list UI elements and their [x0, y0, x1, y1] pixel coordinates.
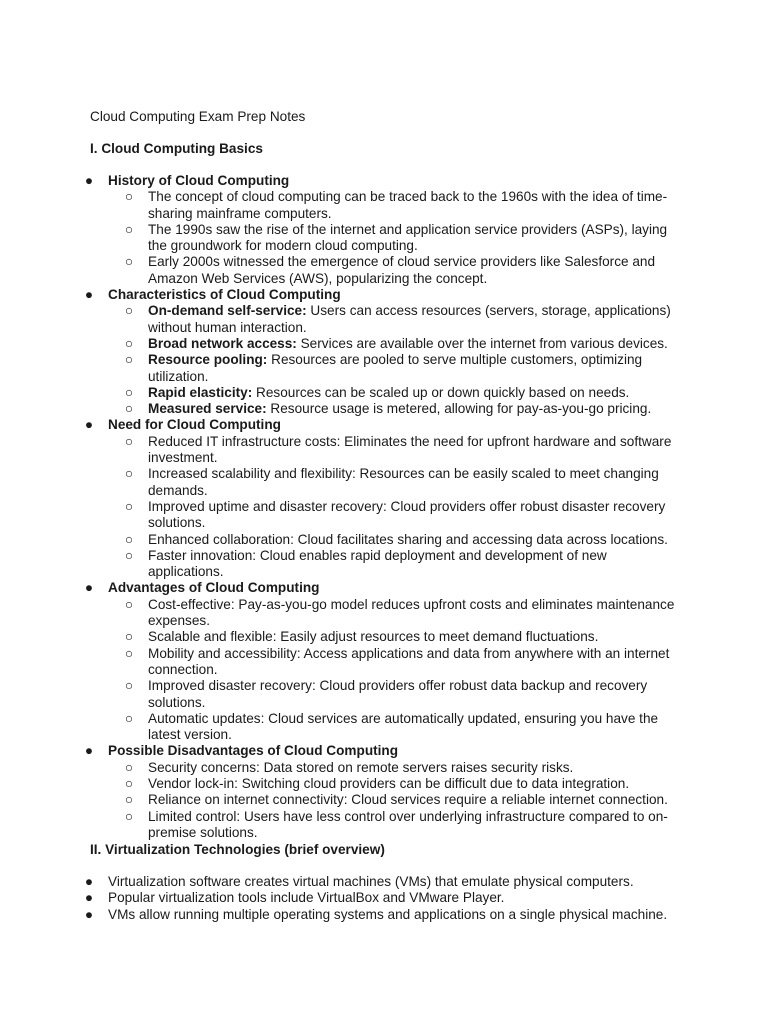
circle-bullet-icon: ○	[124, 629, 134, 645]
item-text: Early 2000s witnessed the emergence of cloud service providers like Salesforce and Amazon Web Services (AWS), popularizing the concept.	[148, 254, 656, 286]
bullet-icon: ●	[84, 287, 94, 303]
circle-bullet-icon: ○	[124, 335, 134, 351]
list-item	[84, 173, 684, 287]
sub-list-item	[124, 809, 684, 842]
circle-bullet-icon: ○	[124, 466, 134, 482]
list-item	[84, 287, 684, 417]
sub-list-item	[124, 303, 684, 336]
item-text: Popular virtualization tools include VirtualBox and VMware Player.	[108, 890, 505, 906]
section-heading-virtualization: II. Virtualization Technologies (brief overview)	[90, 842, 385, 857]
item-text: Automatic updates: Cloud services are automatically updated, ensuring you have the latest version.	[148, 710, 659, 743]
list-item	[84, 743, 684, 841]
sub-list-item	[124, 466, 684, 499]
group-title: History of Cloud Computing	[108, 173, 290, 188]
item-text: Security concerns: Data stored on remote servers raises security risks.	[148, 759, 574, 775]
item-text: Scalable and flexible: Easily adjust resources to meet demand fluctuations.	[148, 629, 599, 645]
item-text: Improved uptime and disaster recovery: Cloud providers offer robust disaster recovery solutions.	[148, 498, 666, 531]
bullet-icon: ●	[84, 417, 94, 433]
item-text: Resources can be scaled up or down quickly based on needs.	[252, 384, 630, 400]
group-title: Possible Disadvantages of Cloud Computing	[108, 743, 399, 759]
group-title: Characteristics of Cloud Computing	[108, 287, 341, 303]
circle-bullet-icon: ○	[124, 759, 134, 775]
circle-bullet-icon: ○	[124, 189, 134, 205]
bullet-icon: ●	[84, 173, 94, 188]
item-term: Rapid elasticity:	[148, 384, 253, 400]
circle-bullet-icon: ○	[124, 547, 134, 563]
item-term: Broad network access:	[148, 335, 297, 351]
item-term: On-demand self-service:	[148, 303, 307, 319]
item-text: Services are available over the internet from various devices.	[296, 335, 668, 351]
sub-list-item	[124, 254, 684, 287]
list-item	[84, 890, 684, 906]
item-text: Users can access resources (servers, storage, applications) without human interaction.	[148, 303, 671, 335]
sub-list-item	[124, 711, 684, 744]
sub-list-item	[124, 532, 684, 548]
sub-list-item	[124, 434, 684, 467]
sub-list-item	[124, 385, 684, 401]
basics-list	[84, 173, 684, 841]
circle-bullet-icon: ○	[124, 710, 134, 726]
section-heading-basics: I. Cloud Computing Basics	[90, 141, 263, 156]
sub-list-item	[124, 352, 684, 385]
bullet-icon: ●	[84, 743, 94, 759]
item-text: Resource usage is metered, allowing for pay-as-you-go pricing.	[266, 401, 652, 417]
list-item	[84, 907, 684, 923]
sub-list-item	[124, 792, 684, 808]
circle-bullet-icon: ○	[124, 808, 134, 824]
sub-list-item	[124, 401, 684, 417]
circle-bullet-icon: ○	[124, 352, 134, 368]
group-title: Need for Cloud Computing	[108, 417, 281, 433]
circle-bullet-icon: ○	[124, 401, 134, 417]
item-term: Measured service:	[148, 401, 267, 417]
circle-bullet-icon: ○	[124, 775, 134, 791]
item-text: Reliance on internet connectivity: Cloud services require a reliable internet connection.	[148, 792, 668, 808]
sub-list-item	[124, 597, 684, 630]
sub-list-item	[124, 646, 684, 679]
sub-list-item	[124, 189, 684, 222]
sub-list	[108, 760, 684, 841]
list-item	[84, 417, 684, 580]
item-text: Resources are pooled to serve multiple customers, optimizing utilization.	[148, 352, 643, 384]
sub-list-item	[124, 548, 684, 581]
sub-list	[108, 189, 684, 287]
sub-list-item	[124, 776, 684, 792]
item-term: Resource pooling:	[148, 352, 268, 368]
item-text: The 1990s saw the rise of the internet and application service providers (ASPs), laying the groundwork for modern cloud computing.	[148, 221, 668, 254]
item-text: The concept of cloud computing can be traced back to the 1960s with the idea of time-sharing mainframe computers.	[148, 189, 668, 221]
sub-list-item	[124, 629, 684, 645]
bullet-icon: ●	[84, 874, 94, 889]
circle-bullet-icon: ○	[124, 303, 134, 319]
circle-bullet-icon: ○	[124, 645, 134, 661]
item-text: Mobility and accessibility: Access applications and data from anywhere with an internet connection.	[148, 645, 670, 677]
circle-bullet-icon: ○	[124, 531, 134, 547]
item-text: Reduced IT infrastructure costs: Eliminates the need for upfront hardware and software investment.	[148, 433, 672, 466]
circle-bullet-icon: ○	[124, 498, 134, 514]
sub-list	[108, 597, 684, 744]
item-text: Improved disaster recovery: Cloud providers offer robust data backup and recovery solutions.	[148, 678, 648, 710]
item-text: Limited control: Users have less control over underlying infrastructure compared to on-premise solutions.	[148, 808, 668, 840]
item-text: Vendor lock-in: Switching cloud providers can be difficult due to data integration.	[148, 775, 630, 791]
list-item	[84, 874, 684, 890]
circle-bullet-icon: ○	[124, 221, 134, 237]
item-text: Increased scalability and flexibility: Resources can be easily scaled to meet changing demands.	[148, 466, 659, 498]
circle-bullet-icon: ○	[124, 792, 134, 808]
sub-list-item	[124, 222, 684, 255]
bullet-icon: ●	[84, 890, 94, 906]
circle-bullet-icon: ○	[124, 384, 134, 400]
virtualization-list	[84, 874, 684, 923]
sub-list-item	[124, 760, 684, 776]
circle-bullet-icon: ○	[124, 596, 134, 612]
item-text: Faster innovation: Cloud enables rapid deployment and development of new applications.	[148, 547, 607, 580]
sub-list	[108, 303, 684, 417]
circle-bullet-icon: ○	[124, 433, 134, 449]
sub-list-item	[124, 336, 684, 352]
list-item	[84, 580, 684, 743]
group-title: Advantages of Cloud Computing	[108, 580, 320, 596]
circle-bullet-icon: ○	[124, 254, 134, 270]
circle-bullet-icon: ○	[124, 678, 134, 694]
sub-list	[108, 434, 684, 581]
item-text: VMs allow running multiple operating systems and applications on a single physical machine.	[108, 906, 668, 922]
item-text: Virtualization software creates virtual machines (VMs) that emulate physical computers.	[108, 874, 634, 889]
document-title: Cloud Computing Exam Prep Notes	[90, 109, 306, 124]
bullet-icon: ●	[84, 580, 94, 596]
sub-list-item	[124, 499, 684, 532]
bullet-icon: ●	[84, 906, 94, 922]
item-text: Enhanced collaboration: Cloud facilitates sharing and accessing data across locations.	[148, 531, 668, 547]
item-text: Cost-effective: Pay-as-you-go model reduces upfront costs and eliminates maintenance expenses.	[148, 596, 675, 629]
sub-list-item	[124, 678, 684, 711]
